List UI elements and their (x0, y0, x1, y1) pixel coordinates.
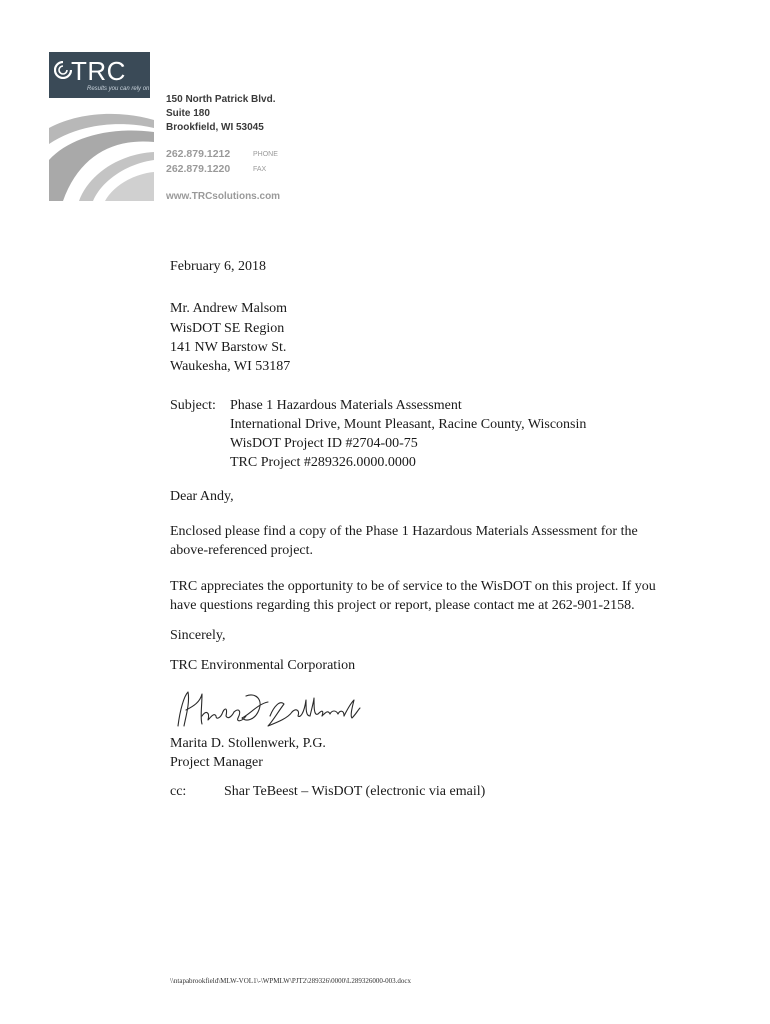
subject-line: International Drive, Mount Pleasant, Racine County, Wisconsin (230, 417, 587, 432)
trc-logo (49, 52, 150, 98)
paragraph-line: TRC appreciates the opportunity to be of service to the WisDOT on this project. If you (170, 579, 656, 594)
fax-number: 262.879.1220 (166, 163, 231, 175)
salutation: Dear Andy, (170, 489, 234, 504)
fax-label: FAX (253, 166, 267, 173)
address-line1: 150 North Patrick Blvd. (166, 94, 276, 105)
recipient-line: WisDOT SE Region (170, 321, 285, 336)
paragraph-line: Enclosed please find a copy of the Phase 1 Hazardous Materials Assessment for the (170, 524, 638, 539)
phone-label: PHONE (253, 151, 278, 158)
handwritten-signature (172, 688, 362, 730)
logo-tagline: Results you can rely on (87, 86, 150, 92)
swirl-icon (54, 61, 72, 79)
address-line3: Brookfield, WI 53045 (166, 122, 264, 133)
recipient-line: Mr. Andrew Malsom (170, 301, 288, 316)
signer-title: Project Manager (170, 755, 263, 770)
file-path-footer: \\ntapabrookfield\MLW-VOL1\-\WPMLW\PJT2\289326\0000\L289326000-003.docx (170, 977, 412, 985)
cc-recipient: Shar TeBeest – WisDOT (electronic via email) (224, 784, 486, 799)
website: www.TRCsolutions.com (166, 191, 281, 202)
subject-line: TRC Project #289326.0000.0000 (230, 455, 416, 470)
company-name: TRC Environmental Corporation (170, 658, 356, 673)
logo-text: TRC (71, 56, 126, 86)
subject-line: Phase 1 Hazardous Materials Assessment (230, 398, 462, 413)
letter-date: February 6, 2018 (170, 259, 267, 274)
subject-label: Subject: (170, 398, 216, 413)
signer-name: Marita D. Stollenwerk, P.G. (170, 736, 326, 751)
recipient-line: Waukesha, WI 53187 (170, 359, 291, 374)
closing: Sincerely, (170, 628, 226, 643)
swoosh-graphic (49, 98, 154, 201)
paragraph-line: above-referenced project. (170, 543, 314, 558)
cc-label: cc: (170, 784, 187, 799)
phone-number: 262.879.1212 (166, 148, 231, 160)
subject-line: WisDOT Project ID #2704-00-75 (230, 436, 418, 451)
paragraph-line: have questions regarding this project or report, please contact me at 262-901-2158. (170, 598, 635, 613)
recipient-line: 141 NW Barstow St. (170, 340, 287, 355)
address-line2: Suite 180 (166, 108, 210, 119)
